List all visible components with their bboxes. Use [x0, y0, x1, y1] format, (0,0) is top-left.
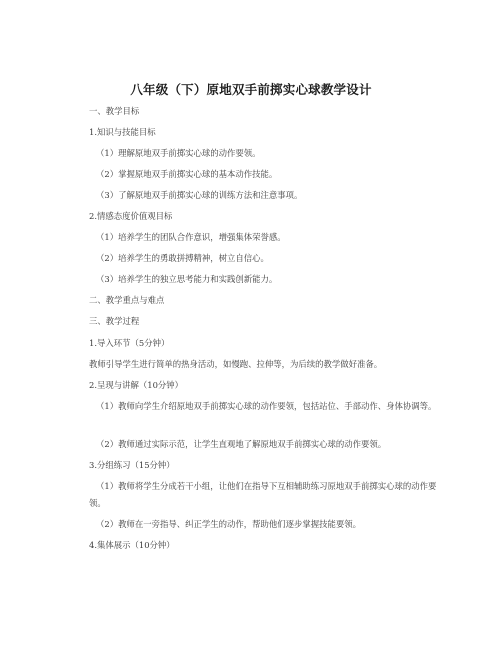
subheading-group-display: 4.集体展示（10分钟） [89, 540, 175, 550]
list-item: （3）了解原地双手前掷实心球的训练方法和注意事项。 [96, 190, 303, 200]
document-title: 八年级（下）原地双手前掷实心球教学设计 [130, 82, 372, 97]
subheading-attitude-values: 2.情感态度价值观目标 [89, 211, 173, 221]
list-item: （1）教师向学生介绍原地双手前掷实心球的动作要领，包括站位、手部动作、身体协调等。 [96, 401, 437, 411]
subheading-presentation: 2.呈现与讲解（10分钟） [89, 380, 184, 390]
list-item: （2）教师通过实际示范，让学生直观地了解原地双手前掷实心球的动作要领。 [96, 439, 387, 449]
section-heading-process: 三、教学过程 [89, 316, 140, 326]
subheading-knowledge-skills: 1.知识与技能目标 [89, 127, 156, 137]
paragraph: 教师引导学生进行简单的热身活动，如慢跑、拉伸等，为后续的教学做好准备。 [89, 359, 383, 369]
list-item: （3）培养学生的独立思考能力和实践创新能力。 [96, 274, 278, 284]
list-item: （2）教师在一旁指导、纠正学生的动作，帮助他们逐步掌握技能要领。 [96, 519, 361, 529]
section-heading-objectives: 一、教学目标 [89, 106, 140, 116]
list-item: （2）掌握原地双手前掷实心球的基本动作技能。 [96, 169, 278, 179]
list-item: （2）培养学生的勇敢拼搏精神，树立自信心。 [96, 253, 269, 263]
subheading-group-practice: 3.分组练习（15分钟） [89, 460, 175, 470]
list-item: （1）培养学生的团队合作意识，增强集体荣誉感。 [96, 232, 286, 242]
list-item: （1）理解原地双手前掷实心球的动作要领。 [96, 148, 261, 158]
subheading-intro: 1.导入环节（5分钟） [89, 338, 170, 348]
section-heading-key-points: 二、教学重点与难点 [89, 295, 165, 305]
list-item: （1）教师将学生分成若干小组，让他们在指导下互相辅助练习原地双手前掷实心球的动作要领。 [89, 481, 437, 508]
